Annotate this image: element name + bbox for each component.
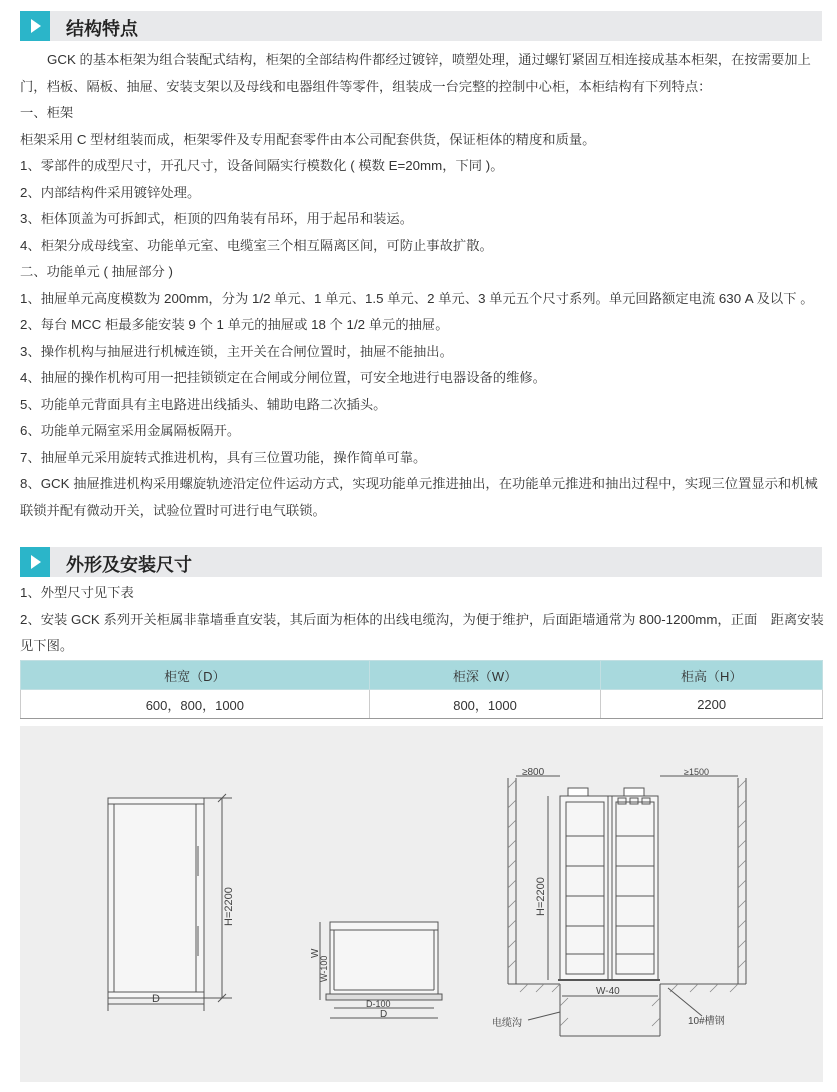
clearance-left-label: ≥800 [522, 767, 545, 778]
table-cell: 2200 [601, 690, 823, 719]
dimensions-text [20, 580, 824, 660]
top-w-label: W [310, 948, 321, 958]
play-arrow-icon [20, 547, 50, 577]
side-w40-label: W-40 [596, 986, 620, 997]
table-row [21, 690, 823, 719]
list-item: 1、抽屉单元高度模数为 200mm，分为 1/2 单元、1 单元、1.5 单元、2 单元、3 单元五个尺寸系列。单元回路额定电流 630 A 及以下 。 [20, 290, 814, 306]
list-item: 5、功能单元背面具有主电路进出线插头、辅助电路二次插头。 [20, 396, 387, 412]
front-height-label: H=2200 [223, 887, 235, 926]
section-header-dimensions [20, 547, 822, 577]
list-item: 4、柜架分成母线室、功能单元室、电缆室三个相互隔离区间，可防止事故扩散。 [20, 237, 493, 253]
list-item: 4、抽屉的操作机构可用一把挂锁锁定在合闸或分闸位置，可安全地进行电器设备的维修。 [20, 370, 546, 385]
list-item: 2、安装 GCK 系列开关柜属非靠墙垂直安装，其后面为柜体的出线电缆沟，为便于维护，后面距墙通常为 800-1200mm，正面 距离安装见下图。 [20, 611, 824, 653]
list-item: 1、零部件的成型尺寸，开孔尺寸，设备间隔实行模数化 ( 模数 E=20mm，下同 )。 [20, 158, 504, 173]
intro-paragraph: GCK 的基本柜架为组合装配式结构，柜架的全部结构件都经过镀锌，喷塑处理，通过螺钉紧固互相连接成基本柜架，在按需要加上门，档板、隔板、抽屉、安装支架以及母线和电器组件等零件，组装成一台完整的控制中心柜，本柜结构有下列特点： [20, 52, 811, 94]
unit-heading: 二、功能单元 ( 抽屉部分 ) [20, 264, 173, 279]
list-item: 6、功能单元隔室采用金属隔板隔开。 [20, 423, 241, 438]
front-width-label: D [152, 993, 160, 1005]
side-view-cabinet [558, 788, 660, 980]
section-title: 结构特点 [66, 19, 138, 39]
top-w100-label: W-100 [319, 955, 329, 982]
list-item: 3、操作机构与抽屉进行机械连锁，主开关在合闸位置时，抽屉不能抽出。 [20, 343, 453, 359]
table-cell: 800，1000 [369, 690, 601, 719]
channel-steel-label: 10#槽钢 [688, 1016, 725, 1027]
list-item: 8、GCK 抽屉推进机构采用螺旋轨迹沿定位件运动方式，实现功能单元推进抽出，在功能单元推进和抽出过程中，实现三位置显示和机械联锁并配有微动开关，试验位置时可进行电气联锁。 [20, 476, 818, 518]
clearance-right-label: ≥1500 [684, 767, 709, 777]
table-header-row [21, 661, 823, 690]
column-header: 柜高（H） [601, 661, 823, 690]
column-header: 柜宽（D） [21, 661, 370, 690]
table-cell: 600，800，1000 [21, 690, 370, 719]
section-title: 外形及安装尺寸 [66, 555, 192, 575]
list-item: 3、柜体顶盖为可拆卸式，柜顶的四角装有吊环，用于起吊和装运。 [20, 211, 414, 226]
list-item: 2、内部结构件采用镀锌处理。 [20, 184, 201, 200]
side-height-label: H=2200 [535, 877, 547, 916]
top-d100-label: D-100 [366, 999, 391, 1009]
dimension-table [20, 660, 823, 719]
structure-text [20, 47, 824, 524]
frame-heading: 一、柜架 [20, 105, 74, 120]
installation-diagram [20, 726, 823, 1082]
list-item: 1、外型尺寸见下表 [20, 585, 134, 600]
list-item: 2、每台 MCC 柜最多能安装 9 个 1 单元的抽屉或 18 个 1/2 单元的抽屉。 [20, 317, 449, 332]
play-arrow-icon [20, 11, 50, 41]
list-item: 7、抽屉单元采用旋转式推进机构，具有三位置功能，操作简单可靠。 [20, 449, 427, 465]
frame-description: 柜架采用 C 型材组装而成，柜架零件及专用配套零件由本公司配套供货，保证柜体的精度和质量。 [20, 131, 596, 147]
top-d-label: D [380, 1009, 388, 1020]
top-view-cabinet [326, 922, 442, 1000]
front-view-cabinet [108, 798, 204, 998]
column-header: 柜深（W） [369, 661, 601, 690]
cable-trench-label: 电缆沟 [492, 1018, 522, 1029]
diagram-svg [20, 726, 823, 1082]
section-header-structure [20, 11, 822, 41]
